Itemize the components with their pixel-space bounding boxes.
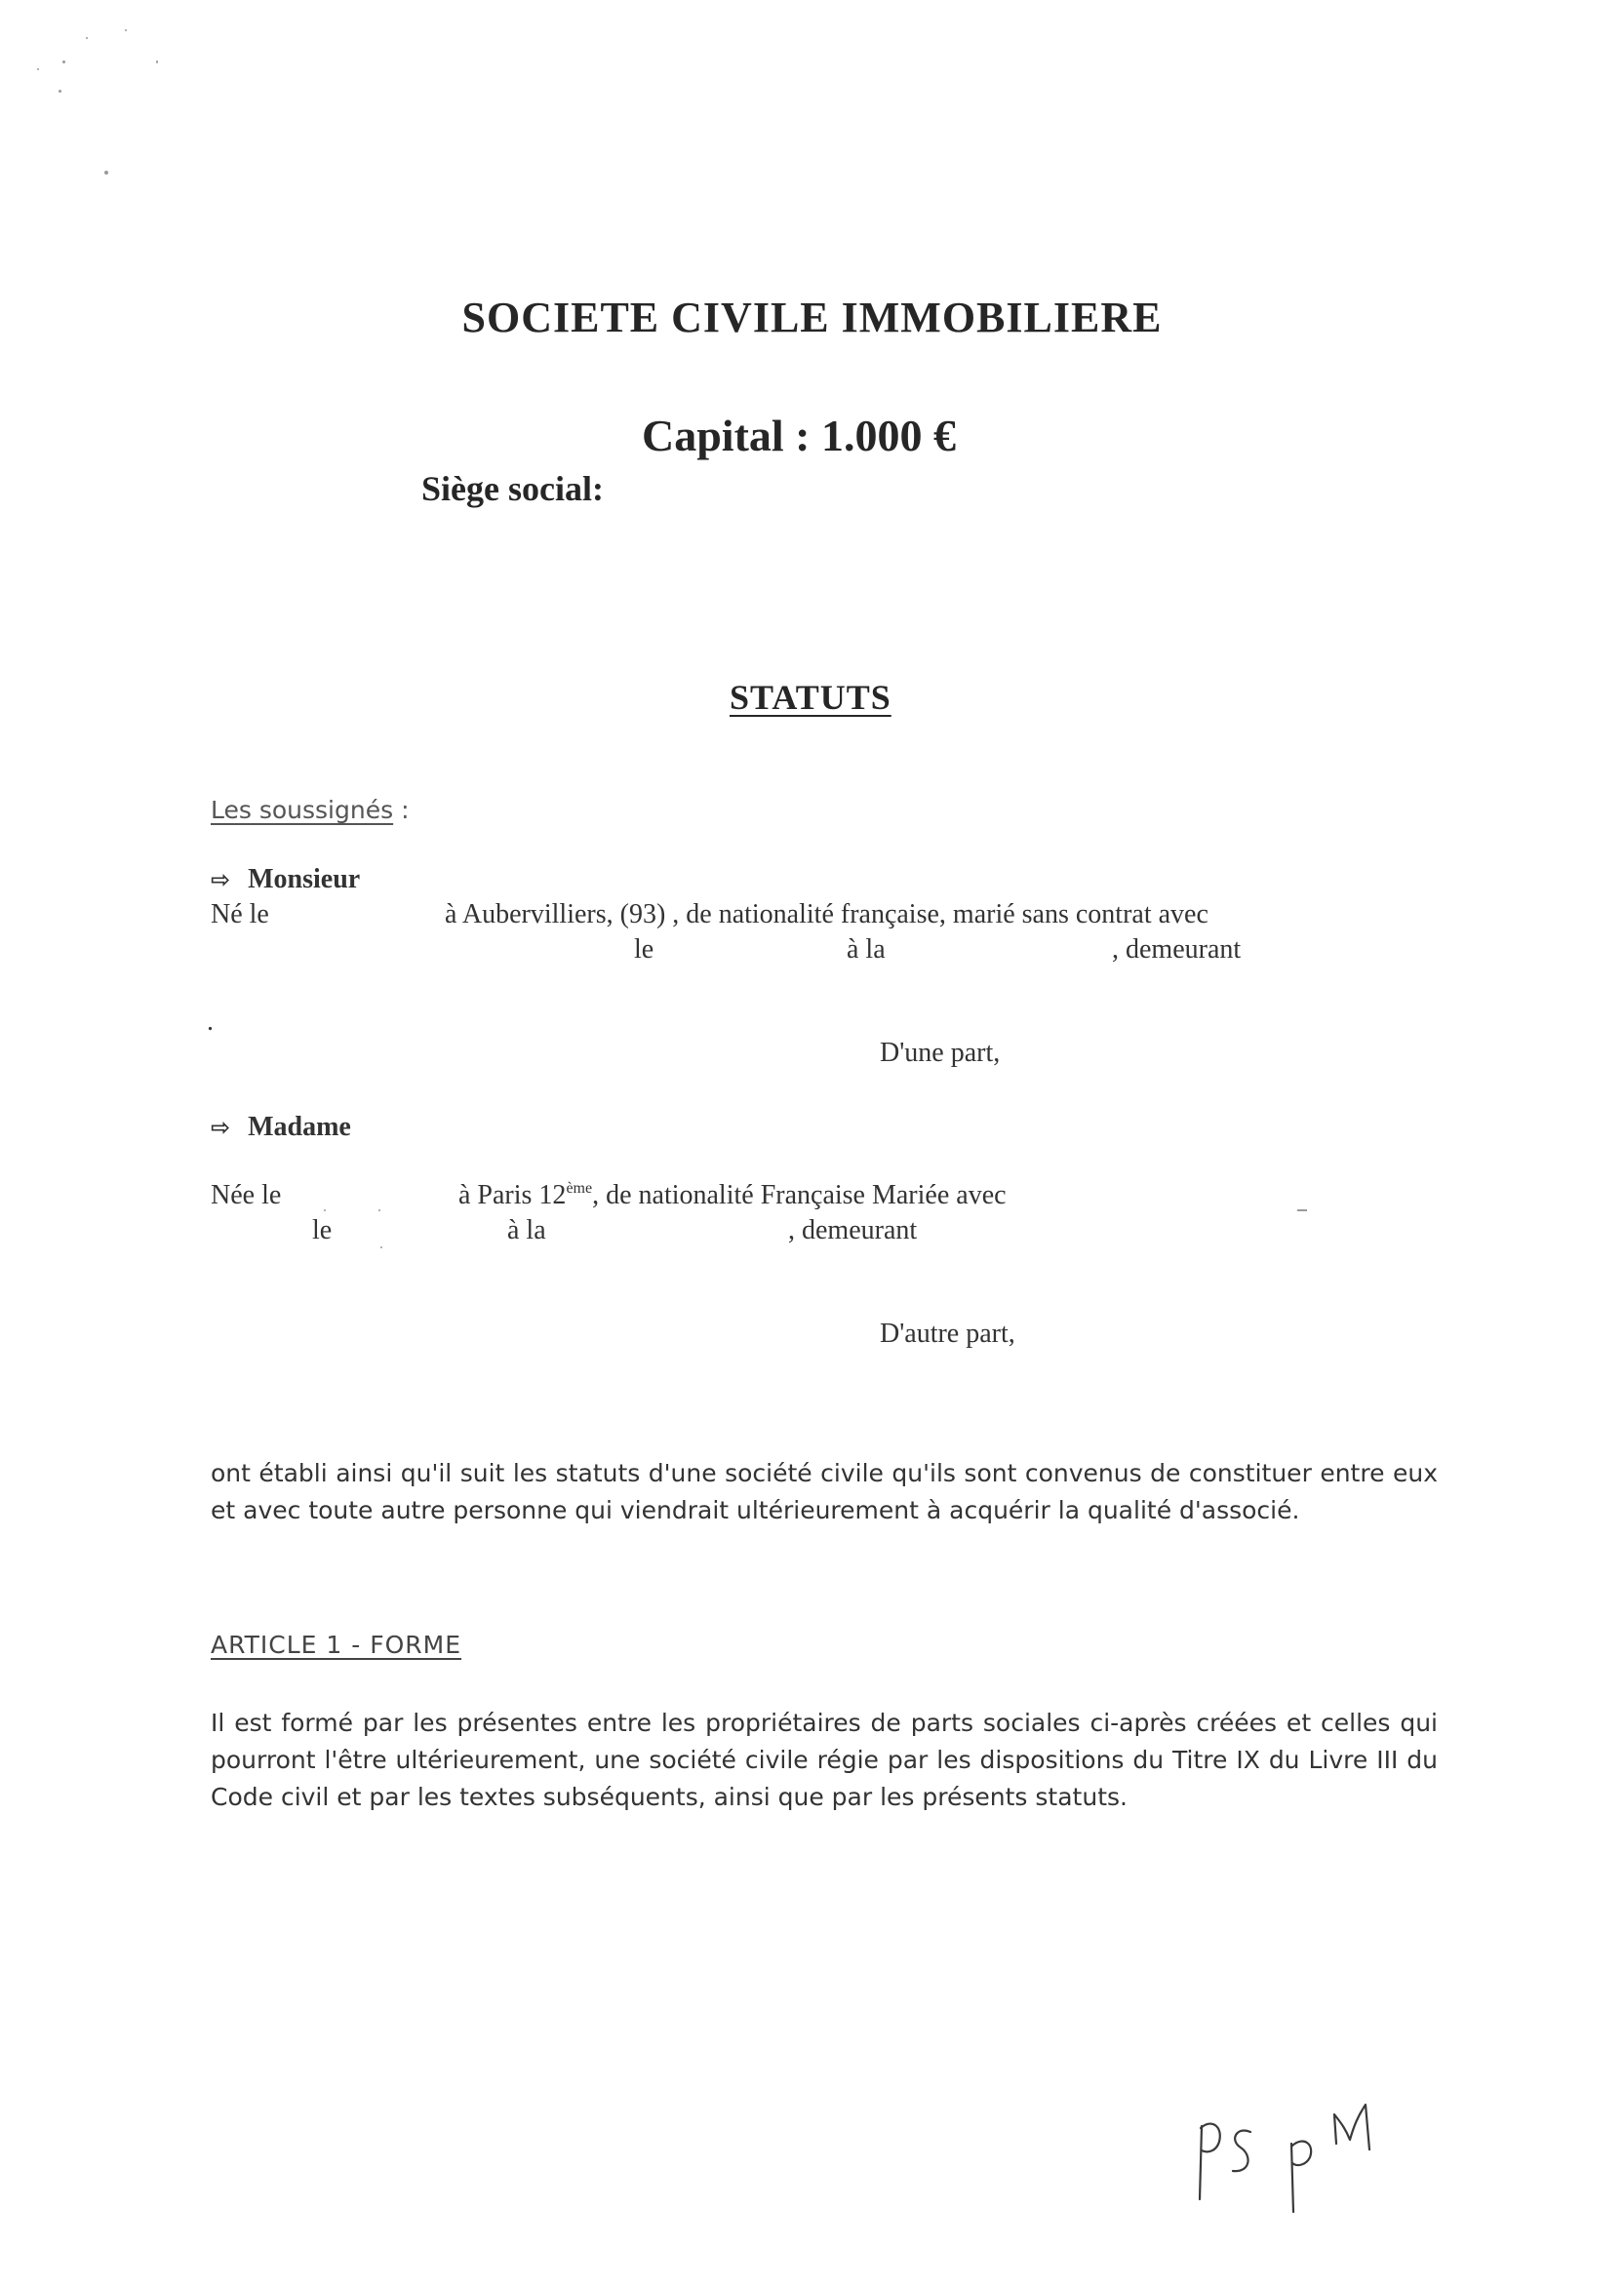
scan-speck xyxy=(378,1209,380,1211)
madame-demeurant: , demeurant xyxy=(788,1215,918,1245)
madame-birth-place-suffix: ème xyxy=(566,1180,593,1197)
scan-speck xyxy=(380,1246,382,1248)
madame-part-label: D'autre part, xyxy=(880,1319,1015,1349)
madame-birth-details xyxy=(458,1180,1007,1211)
scan-speck xyxy=(62,60,65,63)
article-1-text: Il est formé par les présentes entre les propriétaires de parts sociales ci-après créées et celles qui pourront l'être ultérieurement, une société civile régie par les dispositions du Titre IX du Livre III du Code civil et par les textes subséquents, ainsi que par les présents statuts. xyxy=(211,1709,1438,1811)
monsieur-part-label: D'une part, xyxy=(880,1038,1001,1068)
arrow-right-icon: ⇨ xyxy=(211,1114,231,1141)
soussignes-text: Les soussignés xyxy=(211,796,394,824)
monsieur-ne-le: Né le xyxy=(211,899,269,929)
soussignes-label xyxy=(211,796,410,824)
intro-paragraph: ont établi ainsi qu'il suit les statuts d'une société civile qu'ils sont convenus de constituer entre eux et avec toute autre personne qui viendrait ultérieurement à acquérir la qualité d'associé. xyxy=(211,1459,1438,1524)
monsieur-spouse-le: le xyxy=(634,934,654,965)
statuts-heading: STATUTS xyxy=(730,678,891,717)
madame-birth-place: à Paris 12 xyxy=(458,1180,567,1210)
monsieur-label: Monsieur xyxy=(248,864,361,894)
madame-label: Madame xyxy=(248,1112,351,1142)
soussignes-colon: : xyxy=(393,796,410,824)
scan-speck xyxy=(37,68,39,70)
scan-speck xyxy=(59,90,61,93)
siege-social-label: Siège social: xyxy=(421,469,604,508)
madame-spouse-a-la: à la xyxy=(507,1215,546,1245)
article-1-heading: ARTICLE 1 - FORME xyxy=(211,1631,462,1659)
monsieur-address-dot: . xyxy=(207,1006,214,1037)
monsieur-birth-details: à Aubervilliers, (93) , de nationalité française, marié sans contrat avec xyxy=(445,899,1208,929)
scan-speck xyxy=(156,60,158,63)
monsieur-spouse-a-la: à la xyxy=(847,934,886,965)
monsieur-heading xyxy=(211,864,360,895)
capital-line: Capital : 1.000 € xyxy=(642,411,956,460)
document-title: SOCIETE CIVILE IMMOBILIERE xyxy=(461,294,1163,341)
handwritten-initials-signature xyxy=(1190,2097,1424,2224)
madame-spouse-le: le xyxy=(312,1215,333,1245)
monsieur-demeurant: , demeurant xyxy=(1112,934,1242,965)
scan-speck xyxy=(1297,1209,1307,1211)
arrow-right-icon: ⇨ xyxy=(211,866,231,893)
scan-speck xyxy=(104,171,108,175)
scan-speck xyxy=(125,29,127,31)
madame-nationality: , de nationalité Française Mariée avec xyxy=(592,1180,1007,1210)
scan-speck xyxy=(86,37,88,39)
madame-heading xyxy=(211,1112,351,1143)
madame-nee-le: Née le xyxy=(211,1180,282,1210)
scan-speck xyxy=(324,1209,326,1211)
